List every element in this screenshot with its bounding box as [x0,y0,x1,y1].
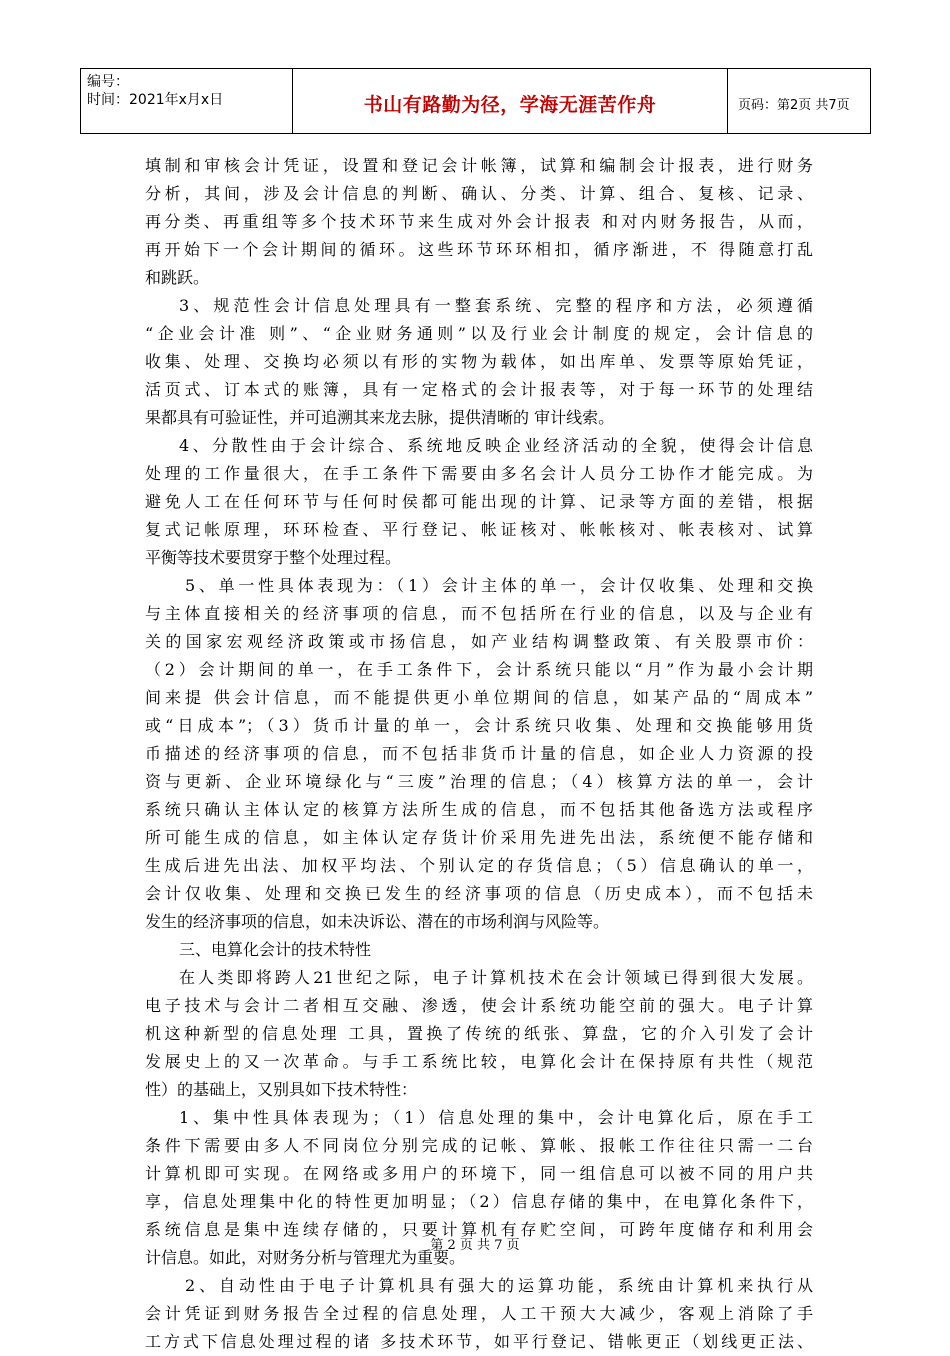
body-line: 条件下需要由多人不同岗位分别完成的记帐、算帐、报帐工作往往只需一二台 [145,1136,813,1155]
body-line: 计算机即可实现。在网络或多用户的环境下，同一组信息可以被不同的用户共 [145,1164,813,1183]
body-line: 币描述的经济事项的信息，而不包括非货币计量的信息，如企业人力资源的投 [145,744,813,763]
body-line: 性）的基础上，又别具如下技术特性： [145,1080,418,1099]
body-line: 所可能生成的信息，如主体认定存货计价采用先进先出法，系统便不能存储和 [145,828,813,847]
body-line: 会计仅收集、处理和交换已发生的经济事项的信息（历史成本），而不包括未 [145,884,813,903]
body-line: 3、规范性会计信息处理具有一整套系统、完整的程序和方法，必须遵循 [179,296,813,315]
body-line: 享，信息处理集中化的特性更加明显；（2）信息存储的集中，在电算化条件下， [145,1192,813,1211]
body-line: 间来提 供会计信息，而不能提供更小单位期间的信息，如某产品的“周成本” [145,688,813,707]
body-line: 活页式、订本式的账簿，具有一定格式的会计报表等，对于每一环节的处理结 [145,380,813,399]
body-line: 机这种新型的信息处理 工具，置换了传统的纸张、算盘，它的介入引发了会计 [145,1024,813,1043]
body-line: 1、集中性具体表现为；（1）信息处理的集中，会计电算化后，原在手工 [179,1108,813,1127]
body-line: 再开始下一个会计期间的循环。这些环节环环相扣，循序渐进，不 得随意打乱 [145,240,813,259]
page-footer: 第 2 页 共 7 页 [430,1238,520,1253]
body-line: 平衡等技术要贯穿于整个处理过程。 [145,548,402,567]
body-line: 与主体直接相关的经济事项的信息，而不包括所在行业的信息，以及与企业有 [145,604,813,623]
body-line: 生成后进先出法、加权平均法、个别认定的存货信息；（5）信息确认的单一， [145,856,813,875]
body-line: 收集、处理、交换均必须以有形的实物为载体，如出库单、发票等原始凭证， [145,352,813,371]
body-line: 再分类、再重组等多个技术环节来生成对外会计报表 和对内财务报告，从而， [145,212,813,231]
body-line: （2）会计期间的单一，在手工条件下，会计系统只能以“月”作为最小会计期 [145,660,813,679]
header-page-number: 页码：第2页 共7页 [738,97,850,113]
body-line: 关的国家宏观经济政策或市扬信息，如产业结构调整政策、有关股票市价： [145,632,813,651]
body-line: 发生的经济事项的信息，如未决诉讼、潜在的市场利润与风险等。 [145,912,610,931]
body-line: 或“日成本”；（3）货币计量的单一，会计系统只收集、处理和交换能够用货 [145,716,813,735]
body-line: 发展史上的又一次革命。与手工系统比较，电算化会计在保持原有共性（规范 [145,1052,813,1071]
body-line: 电子技术与会计二者相互交融、渗透，使会计系统功能空前的强大。电子计算 [145,996,813,1015]
header-meta [81,69,293,133]
body-line: 计信息。如此，对财务分析与管理尤为重要。 [145,1248,466,1267]
document-date-label: 时间：2021年x月x日 [87,92,224,108]
body-line: “企业会计准 则”、“企业财务通则”以及行业会计制度的规定，会计信息的 [145,324,813,343]
body-line: 果都具有可验证性，并可追溯其来龙去脉，提供清晰的 审计线索。 [145,408,615,427]
body-line: 处理的工作量很大，在手工条件下需要由多名会计人员分工协作才能完成。为 [145,464,813,483]
section-heading: 三、电算化会计的技术特性 [179,940,372,959]
page-header [80,68,871,134]
body-line: 4、分散性由于会计综合、系统地反映企业经济活动的全貌，使得会计信息 [179,436,813,455]
body-line: 填制和审核会计凭证，设置和登记会计帐簿，试算和编制会计报表，进行财务 [145,156,813,175]
body-line: 和跳跃。 [145,268,210,287]
body-line: 5、单一性具体表现为：（1）会计主体的单一，会计仅收集、处理和交换 [185,576,813,595]
body-line: 工方式下信息处理过程的诸 多技术环节，如平行登记、错帐更正（划线更正法、 [145,1332,813,1351]
body-line: 避免人工在任何环节与任何时侯都可能出现的计算、记录等方面的差错，根据 [145,492,813,511]
body-line: 在人类即将跨人21世纪之际，电子计算机技术在会计领域已得到很大发展。 [179,968,813,987]
body-line: 分析，其间，涉及会计信息的判断、确认、分类、计算、组合、复核、记录、 [145,184,813,203]
body-line: 会计凭证到财务报告全过程的信息处理，人工干预大大减少，客观上消除了手 [145,1304,813,1323]
header-motto: 书山有路勤为径，学海无涯苦作舟 [293,69,728,133]
body-line: 资与更新、企业环境绿化与“三废”治理的信息；（4）核算方法的单一，会计 [145,772,813,791]
document-number-label: 编号： [87,74,129,90]
body-line: 复式记帐原理，环环检查、平行登记、帐证核对、帐帐核对、帐表核对、试算 [145,520,813,539]
body-line: 系统信息是集中连续存储的，只要计算机有存贮空间，可跨年度储存和利用会 [145,1220,813,1239]
document-body [145,152,813,1356]
body-line: 系统只确认主体认定的核算方法所生成的信息，而不包括其他备选方法或程序 [145,800,813,819]
body-line: 2、自动性由于电子计算机具有强大的运算功能，系统由计算机来执行从 [185,1276,813,1295]
